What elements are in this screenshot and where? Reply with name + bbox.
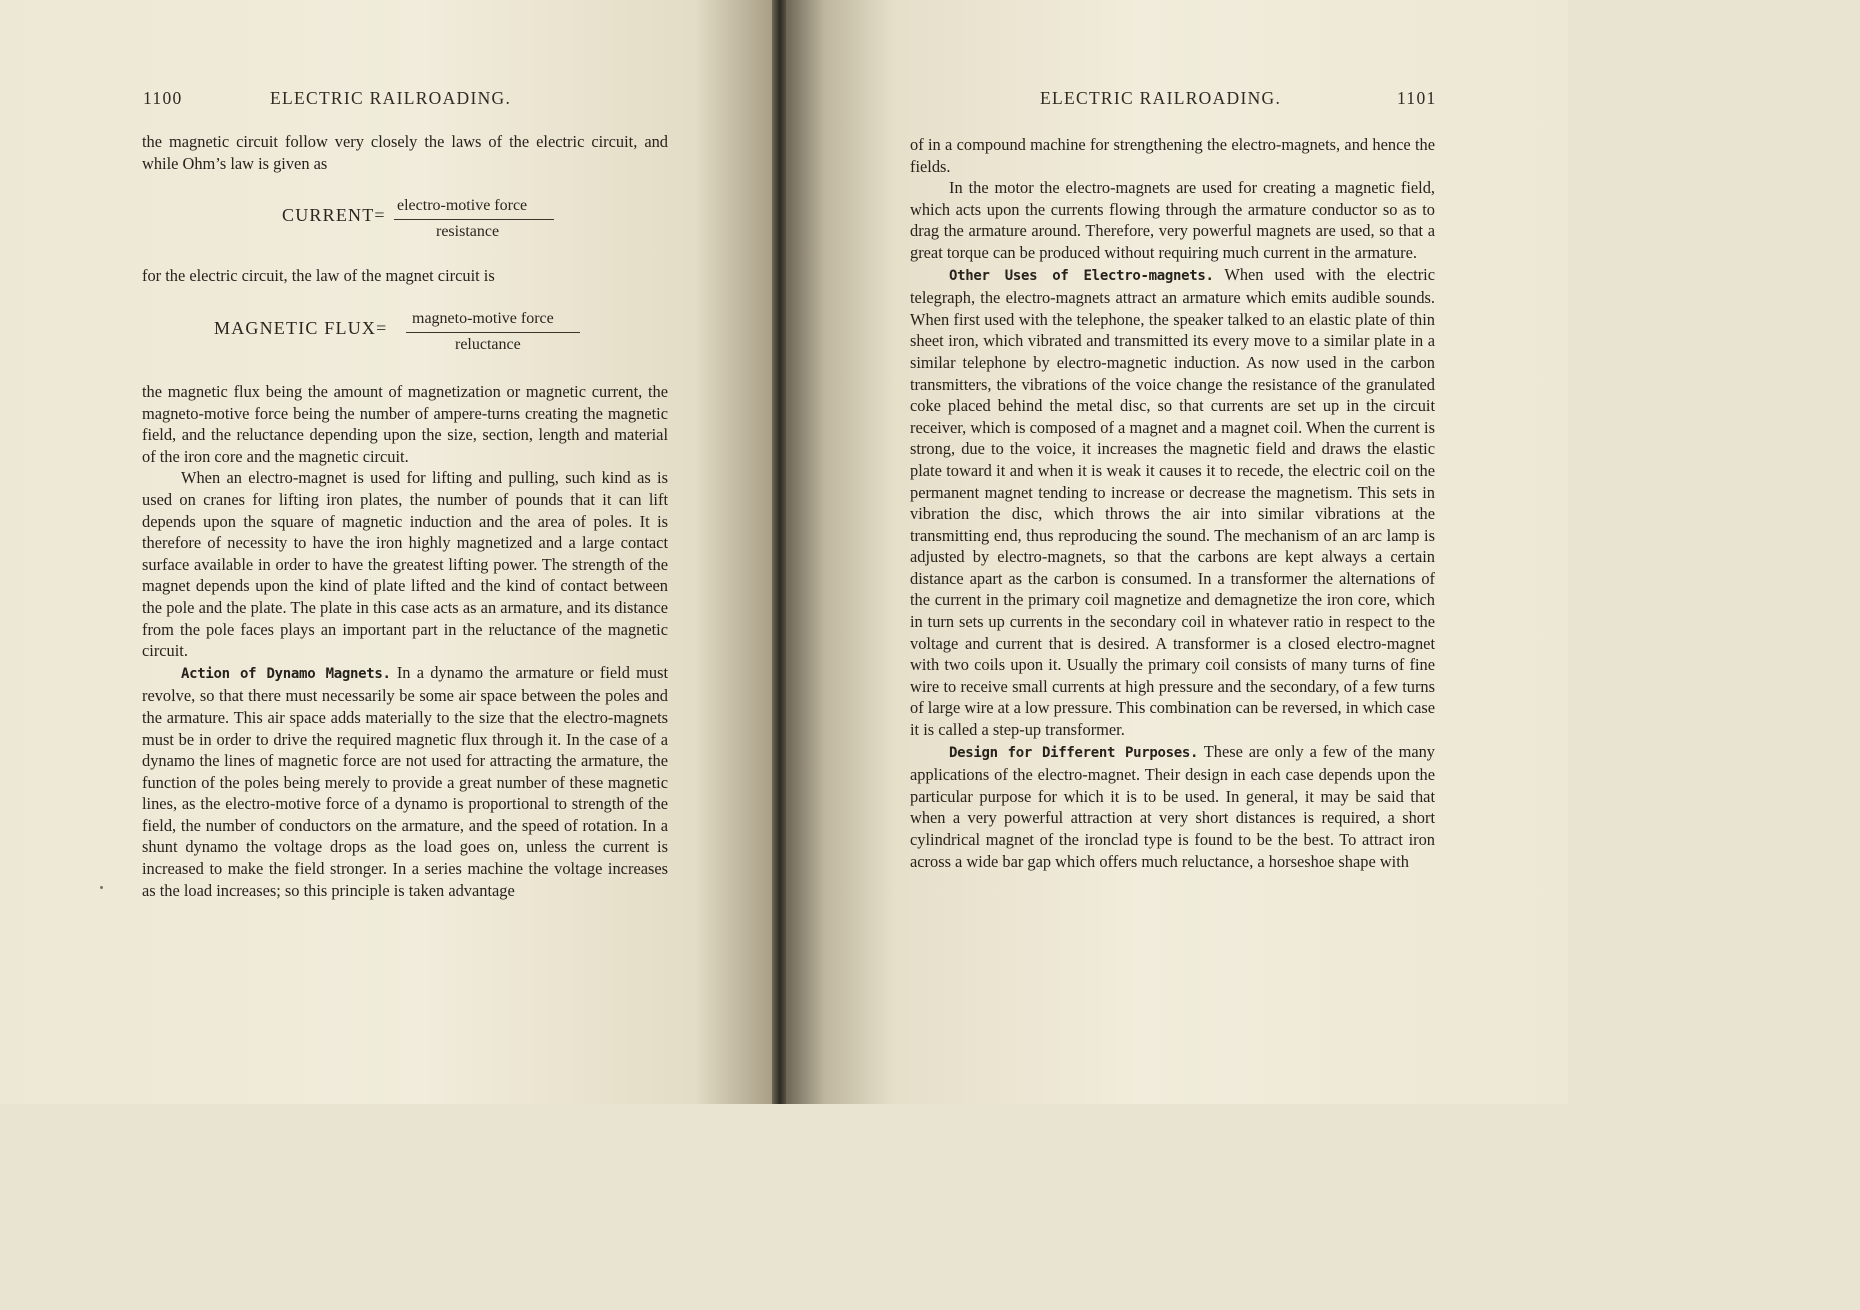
paragraph: [910, 741, 1435, 873]
paragraph: of in a compound machine for strengthening the electro-magnets, and hence the fields.: [910, 135, 1435, 176]
formula-magnetic-flux: [0, 308, 772, 358]
paragraph: for the electric circuit, the law of the magnet circuit is: [142, 266, 495, 285]
paragraph-text: These are only a few of the many applications of the electro-magnet. Their design in each case depends upon the particular purpose for which it is to be used. In general, it may be said that when a very powerful attraction at very short distances is required, a short cylindrical magnet of the ironclad type is found to be the best. To attract iron across a wide bar gap which offers much reluctance, a horseshoe shape with: [910, 741, 1435, 871]
paragraph: the magnetic circuit follow very closely the laws of the electric circuit, and while Ohm’s law is given as: [142, 132, 668, 173]
body-text: [142, 381, 668, 901]
paragraph: [142, 662, 668, 902]
paragraph: [910, 264, 1435, 741]
body-text: [142, 131, 668, 174]
paragraph-text: When used with the electric telegraph, the electro-magnets attract an armature which emits audible sounds. When first used with the telephone, the speaker talked to an elastic plate of thin sheet iron, which vibrated and transmitted its every move to a similar plate in a similar telephone by electro-magnetic induction. As now used in the carbon transmitters, the vibrations of the voice change the resistance of the granulated coke placed behind the metal disc, so that currents are set up in the circuit receiver, which is composed of a magnet and a magnet coil. When the current is strong, due to the voice, it increases the magnetic field and draws the elastic plate toward it and when it is weak it causes it to recede, the electric coil on the permanent magnet tending to increase or decrease the magnetism. This sets in vibration the disc, which throws the air into similar vibrations at the transmitting end, thus reproducing the sound. The mechanism of an arc lamp is adjusted by electro-magnets, so that the carbons are kept always a certain distance apart as the carbon is consumed. In a transformer the alternations of the current in the primary coil magnetize and demagnetize the iron core, which in turn sets up currents in the secondary coil in whatever ratio in respect to the voltage and current that is desired. A transformer is a closed electro-magnet with two coils upon it. Usually the primary coil consists of many turns of fine wire to receive small currents at high pressure and the secondary, of a few turns of large wire at a low pressure. This combination can be reversed, in which case it is called a step-up transformer.: [910, 264, 1435, 740]
left-page: [0, 0, 772, 1104]
paragraph-text: In a dynamo the armature or field must revolve, so that there must necessarily be some air space between the poles and the armature. This air space adds materially to the size that the electro-magnets must be in order to drive the required magnetic flux through it. In the case of a dynamo the lines of magnetic force are not used for attracting the armature, the function of the poles being merely to provide a great number of these magnetic lines, as the electro-motive force of a dynamo is proportional to strength of the field, the number of conductors on the armature, and the speed of rotation. In a shunt dynamo the voltage drops as the load goes on, unless the current is increased to make the field stronger. In a series machine the voltage increases as the load increases; so this principle is taken advantage: [142, 662, 668, 900]
body-text: [142, 265, 668, 287]
formula-numerator: magneto-motive force: [412, 310, 554, 327]
body-text: [910, 134, 1435, 872]
paragraph: the magnetic flux being the amount of magnetization or magnetic current, the magneto-motive force being the number of ampere-turns creating the magnetic field, and the reluctance depending upon the size, section, length and material of the iron core and the magnetic circuit.: [142, 382, 668, 466]
formula-current: [0, 195, 772, 245]
right-page: [786, 0, 1568, 1104]
running-title: ELECTRIC RAILROADING.: [270, 88, 512, 108]
running-title: ELECTRIC RAILROADING.: [1040, 88, 1282, 108]
section-heading: Action of Dynamo Magnets.: [181, 665, 391, 682]
formula-lhs: MAGNETIC FLUX=: [214, 318, 388, 338]
paragraph: In the motor the electro-magnets are used for creating a magnetic field, which acts upon the currents flowing through the armature conductor so as to drag the armature around. Therefore, very powerful magnets are used, so that a great torque can be produced without requiring much current in the armature.: [910, 178, 1435, 262]
section-heading: Other Uses of Electro-magnets.: [949, 267, 1214, 284]
page-number: 1101: [1397, 88, 1437, 108]
formula-numerator: electro-motive force: [397, 197, 528, 214]
fraction-bar: [394, 219, 554, 220]
formula-denominator: resistance: [436, 223, 500, 240]
section-heading: Design for Different Purposes.: [949, 744, 1199, 761]
formula-denominator: reluctance: [455, 336, 521, 353]
margin-mark: [100, 886, 103, 889]
formula-lhs: CURRENT=: [282, 205, 386, 225]
paragraph: When an electro-magnet is used for lifting and pulling, such kind as is used on cranes for lifting iron plates, the number of pounds that it can lift depends upon the square of magnetic induction and the area of poles. It is therefore of necessity to have the iron highly magnetized and a large contact surface available in order to have the greatest lifting power. The strength of the magnet depends upon the kind of plate lifted and the kind of contact between the pole and the plate. The plate in this case acts as an armature, and its distance from the pole faces plays an important part in the reluctance of the magnetic circuit.: [142, 468, 668, 661]
fraction-bar: [406, 332, 580, 333]
page-number: 1100: [143, 88, 183, 108]
book-spine-gutter: [772, 0, 786, 1104]
